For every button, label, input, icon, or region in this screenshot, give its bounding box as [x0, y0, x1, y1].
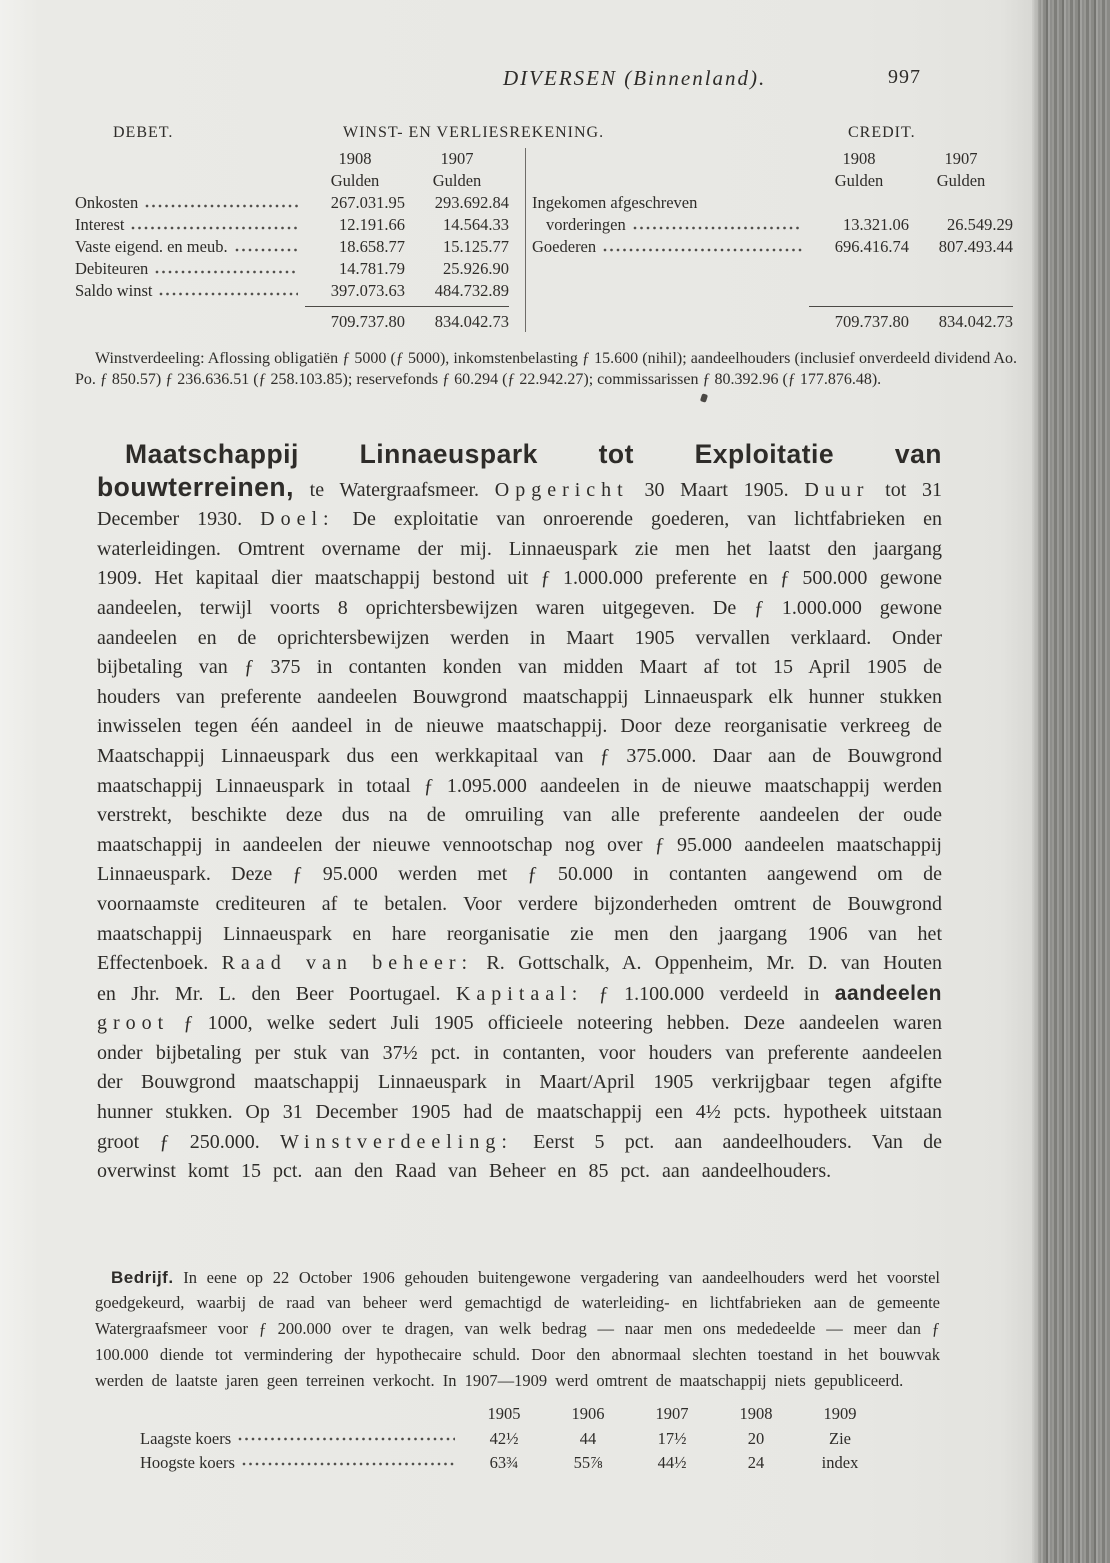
text-segment: In eene op 22 October 1906 gehouden buitengewone vergadering van aandeelhouders werd het voorstel goedgekeurd, waarbij de raad van beheer werd gemachtigd de waterleiding- en lichtfabrieken aan de gemeente Watergraafsmeer voor ƒ 200.000 over te dragen, van welk bedrag — naar men ons mededeelde — meer dan ƒ 100.000 diende tot vermindering der hypothecaire schuld. Door den abnormaal slechten toestand in het bouwvak werden de laatste jaren geen terreinen verkocht. In 1907—1909 werd omtrent de maatschappij niets gepubliceerd.: [95, 1267, 940, 1390]
table-row: [75, 258, 509, 280]
value-1907: 807.493.44: [938, 237, 1013, 256]
unit-label: Gulden: [834, 171, 884, 190]
table-row: [75, 236, 509, 258]
row-label: Goederen: [532, 237, 597, 256]
leader-dots: [633, 225, 802, 232]
book-page-edges: [1032, 0, 1110, 1563]
value-1907: 14.564.33: [443, 215, 509, 234]
value-1908: 696.416.74: [834, 237, 909, 256]
table-row: [75, 192, 509, 214]
value-1908: 12.191.66: [339, 215, 405, 234]
text-segment: aandeelen: [834, 981, 943, 1005]
koers-value: 44½: [657, 1453, 687, 1472]
year-header-row: [75, 148, 509, 170]
year-header-row: [532, 148, 1013, 170]
total-1908: 709.737.80: [834, 312, 909, 331]
value-1908: 18.658.77: [339, 237, 405, 256]
table-row: [532, 214, 1013, 236]
winstverdeeling-note: Winstverdeeling: Aflossing obligatiën ƒ 5000 (ƒ 5000), inkomstenbelasting ƒ 15.600 (nihil); aandeelhouders (inclusief onverdeeld dividend Ao. Po. ƒ 850.57) ƒ 236.636.51 (ƒ 258.103.85); reservefonds ƒ 60.294 (ƒ 22.942.27); commissarissen ƒ 80.392.96 (ƒ 177.876.48).: [75, 350, 1017, 388]
debet-column: [75, 148, 525, 332]
value-1907: 26.549.29: [947, 215, 1013, 234]
leader-dots: [238, 1436, 455, 1443]
value-1908: 13.321.06: [843, 215, 909, 234]
company-article: [97, 440, 942, 1187]
koers-value: 63¾: [489, 1453, 519, 1472]
row-label: vorderingen: [546, 215, 626, 234]
text-segment: Raad van beheer:: [221, 952, 474, 975]
text-segment: ƒ 1.100.000 verdeeld in: [583, 982, 835, 1005]
unit-label: Gulden: [936, 171, 986, 190]
text-segment: ƒ 1000, welke sedert Juli 1905 officieele noteering hebben. Deze aandeelen waren onder bijbetaling per stuk van 37½ pct. in contanten, voor houders van preferente aandeelen der Bouwgrond maatschappij Linnaeuspark in Maart/April 1905 verkrijgbaar tegen afgifte hunner stukken. Op 31 December 1905 had de maatschappij een 4½ pcts. hypotheek uitstaan groot ƒ 250.000.: [97, 1012, 942, 1153]
table-row: [140, 1427, 924, 1452]
text-segment: Duur: [804, 478, 870, 501]
value-1907: 484.732.89: [434, 281, 509, 300]
text-segment: Kapitaal:: [455, 982, 584, 1005]
total-1907: 834.042.73: [434, 312, 509, 331]
year-1907: 1907: [944, 149, 978, 168]
year-1908: 1908: [338, 149, 372, 168]
koers-value: 44: [579, 1428, 597, 1448]
table-row: [75, 214, 509, 236]
text-segment: Winstverdeeling:: [279, 1130, 513, 1153]
row-label: Saldo winst: [75, 281, 153, 300]
total-1908: 709.737.80: [330, 312, 405, 331]
value-1907: 25.926.90: [443, 259, 509, 278]
credit-label: CREDIT.: [848, 124, 916, 141]
row-label: Laagste koers: [140, 1428, 232, 1448]
koers-year: 1908: [739, 1404, 773, 1423]
leader-dots: [242, 1461, 455, 1468]
table-row: [532, 236, 1013, 258]
year-1907: 1907: [440, 149, 474, 168]
table-row: [532, 192, 1013, 214]
text-segment: Doel:: [260, 508, 335, 531]
debet-label: DEBET.: [113, 124, 174, 141]
unit-label: Gulden: [432, 171, 482, 190]
value-1907: 293.692.84: [434, 193, 509, 212]
leader-dots: [603, 247, 802, 254]
koers-value: index: [821, 1453, 859, 1472]
koers-year: 1906: [571, 1404, 605, 1423]
text-segment: tot 31 December 1930.: [97, 478, 942, 531]
leader-dots: [131, 225, 298, 232]
profit-loss-statement: [75, 124, 1017, 332]
text-segment: De exploitatie van onroerende goederen, van lichtfabrieken en waterleidingen. Omtrent overname der mij. Linnaeuspark zie men het laatst den jaargang 1909. Het kapitaal dier maatschappij bestond uit ƒ 1.000.000 preferente en ƒ 500.000 gewone aandeelen, terwijl voorts 8 oprichtersbewijzen waren uitgegeven. De ƒ 1.000.000 gewone aandeelen en de oprichtersbewijzen werden in Maart 1905 vervallen verklaard. Onder bijbetaling van ƒ 375 in contanten konden van midden Maart af tot 15 April 1905 de houders van preferente aandeelen Bouwgrond maatschappij Linnaeuspark elk hunner stukken inwisselen tegen één aandeel in de nieuwe maatschappij. Door deze reorganisatie verkreeg de Maatschappij Linnaeuspark dus een werkkapitaal van ƒ 375.000. Daar aan de Bouwgrond maatschappij Linnaeuspark in totaal ƒ 1.095.000 aandeelen in de nieuwe maatschappij werden verstrekt, beschikte deze dus na de omruiling van alle preferente aandeelen der oude maatschappij in aandeelen der nieuwe vennootschap nog over ƒ 95.000 aandeelen maatschappij Linnaeuspark. Deze ƒ 95.000 werden met ƒ 50.000 in contanten aangewend om de voornaamste crediteuren af te betalen. Voor verdere bijzonderheden omtrent de Bouwgrond maatschappij Linnaeuspark en hare reorganisatie zie men den jaargang 1906 van het Effectenboek.: [97, 508, 942, 975]
leader-dots: [145, 203, 298, 210]
koers-value: 24: [747, 1453, 765, 1472]
row-label: Ingekomen afgeschreven: [532, 193, 698, 212]
text-segment: 30 Maart 1905.: [628, 478, 805, 501]
table-row: [75, 280, 509, 302]
row-label: Hoogste koers: [140, 1453, 235, 1472]
text-segment: Maatschappij Linnaeuspark tot Exploitatie van bouwterreinen,: [97, 439, 942, 502]
koers-value: 42½: [489, 1428, 519, 1448]
unit-label: Gulden: [330, 171, 380, 190]
koers-value: Zie: [829, 1428, 851, 1448]
ink-mark: [700, 393, 708, 402]
statement-body: [75, 148, 1017, 332]
koers-value: 17½: [657, 1428, 687, 1448]
value-1908: 397.073.63: [330, 281, 405, 300]
row-label: Debiteuren: [75, 259, 149, 278]
statement-header: [75, 124, 1017, 148]
value-1908: 267.031.95: [330, 193, 405, 212]
row-label: Interest: [75, 215, 125, 234]
value-1908: 14.781.79: [339, 259, 405, 278]
text-segment: R. Gottschalk, A. Oppenheim, Mr. D. van Houten en Jhr. Mr. L. den Beer Poortugael.: [97, 952, 942, 1005]
koers-year-header: [140, 1402, 924, 1427]
koers-year: 1905: [487, 1404, 521, 1423]
total-1907: 834.042.73: [938, 312, 1013, 331]
koers-value: 20: [747, 1428, 765, 1448]
unit-header-row: [532, 170, 1013, 192]
statement-title: WINST- EN VERLIESREKENING.: [343, 124, 605, 141]
row-label: Vaste eigend. en meub.: [75, 237, 228, 256]
page-number: 997: [888, 66, 921, 88]
text-segment: Bedrijf.: [111, 1267, 174, 1287]
text-segment: Eerst 5 pct. aan aandeelhouders. Van de overwinst komt 15 pct. aan den Raad van Beheer en 85 pct. aan aandeelhouders.: [97, 1130, 942, 1183]
text-segment: te Watergraafsmeer.: [293, 478, 495, 501]
credit-column: [526, 148, 1017, 332]
leader-dots: [235, 247, 298, 254]
table-row: [140, 1451, 924, 1476]
leader-dots: [159, 291, 298, 298]
koers-year: 1907: [655, 1404, 689, 1423]
text-segment: Opgericht: [494, 478, 629, 501]
text-segment: groot: [97, 1012, 170, 1035]
bedrijf-paragraph: [95, 1265, 940, 1394]
row-label: Onkosten: [75, 193, 139, 212]
debet-total-row: [75, 306, 509, 332]
credit-total-row: [532, 306, 1013, 332]
page-header-title: DIVERSEN (Binnenland).: [503, 66, 767, 90]
year-1908: 1908: [842, 149, 876, 168]
koers-year: 1909: [823, 1404, 857, 1423]
value-1907: 15.125.77: [443, 237, 509, 256]
koers-value: 55⅞: [573, 1453, 603, 1472]
unit-header-row: [75, 170, 509, 192]
leader-dots: [155, 269, 298, 276]
share-price-table: [140, 1402, 924, 1476]
